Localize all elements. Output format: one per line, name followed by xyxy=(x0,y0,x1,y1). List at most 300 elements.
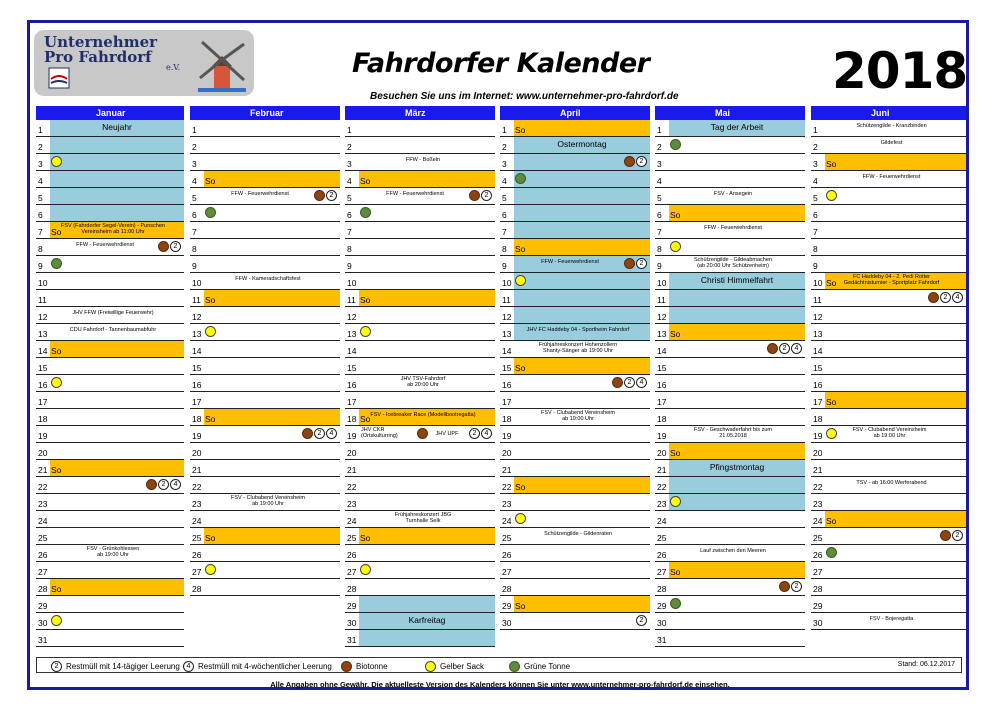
day-number: 19 xyxy=(347,431,357,441)
holiday-name: Karfreitag xyxy=(408,615,446,625)
biotonne-icon xyxy=(158,241,169,252)
day-number: 19 xyxy=(192,431,202,441)
waste-icons xyxy=(205,207,216,218)
legend-four xyxy=(183,661,332,672)
day-row xyxy=(345,443,495,460)
restmuell-14-icon: 2 xyxy=(791,581,802,592)
day-row xyxy=(811,375,966,392)
event-text: FC Haddeby 04 - 2. Pedi Rotter Gedächtnisturnier - Sportplatz Fahrdorf xyxy=(843,274,940,286)
day-number: 17 xyxy=(347,397,357,407)
restmuell-4w-icon: 4 xyxy=(636,377,647,388)
day-row xyxy=(500,477,650,494)
day-row xyxy=(190,562,340,579)
day-number: 12 xyxy=(502,312,512,322)
day-row xyxy=(345,205,495,222)
sunday-band xyxy=(204,290,340,306)
gelber-sack-icon xyxy=(360,326,371,337)
day-row xyxy=(811,307,966,324)
day-row xyxy=(36,290,184,307)
waste-icons xyxy=(515,173,526,184)
day-number: 14 xyxy=(502,346,512,356)
day-row xyxy=(190,579,340,596)
day-row xyxy=(655,562,805,579)
day-number: 10 xyxy=(657,278,667,288)
holiday-band xyxy=(514,290,650,306)
day-number: 4 xyxy=(38,176,43,186)
logo-line1: Unternehmer xyxy=(44,33,158,51)
day-row xyxy=(36,222,184,239)
month-name: Januar xyxy=(96,108,126,118)
sunday-band xyxy=(514,120,650,136)
day-row xyxy=(811,290,966,307)
day-row xyxy=(190,120,340,137)
day-row xyxy=(811,630,966,647)
day-row xyxy=(36,154,184,171)
day-row xyxy=(345,256,495,273)
subtitle: Besuchen Sie uns im Internet: www.unternehmer-pro-fahrdorf.de xyxy=(370,91,679,102)
biotonne-icon xyxy=(624,156,635,167)
sunday-band xyxy=(359,171,495,187)
day-row xyxy=(655,341,805,358)
waste-icons xyxy=(146,479,181,490)
day-row xyxy=(190,409,340,426)
day-number: 7 xyxy=(502,227,507,237)
day-row xyxy=(811,511,966,528)
sunday-label: So xyxy=(826,516,837,526)
day-number: 25 xyxy=(192,533,202,543)
day-row xyxy=(190,324,340,341)
day-number: 26 xyxy=(813,550,823,560)
gruene-tonne-icon xyxy=(51,258,62,269)
day-number: 27 xyxy=(502,567,512,577)
day-number: 6 xyxy=(813,210,818,220)
waste-icons xyxy=(670,496,681,507)
day-number: 11 xyxy=(38,295,47,305)
year: 2018 xyxy=(832,42,968,100)
day-number: 26 xyxy=(347,550,357,560)
sunday-label: So xyxy=(515,482,526,492)
biotonne-icon xyxy=(146,479,157,490)
event-text: FSV - Clubabend Vereinsheim ab 19:00 Uhr xyxy=(541,410,615,422)
month-header xyxy=(36,106,184,120)
day-row xyxy=(500,137,650,154)
sunday-label: So xyxy=(360,295,371,305)
sunday-band xyxy=(204,528,340,544)
restmuell-14-icon: 2 xyxy=(779,343,790,354)
day-row xyxy=(811,392,966,409)
day-number: 8 xyxy=(657,244,662,254)
waste-icons xyxy=(205,564,216,575)
gelber-sack-icon xyxy=(51,377,62,388)
day-row xyxy=(190,613,340,630)
day-number: 8 xyxy=(38,244,43,254)
holiday-band xyxy=(50,188,184,204)
day-number: 1 xyxy=(657,125,662,135)
day-number: 27 xyxy=(38,567,48,577)
day-number: 16 xyxy=(192,380,202,390)
day-row xyxy=(345,273,495,290)
day-number: 25 xyxy=(657,533,667,543)
sunday-band xyxy=(359,290,495,306)
day-row xyxy=(500,222,650,239)
day-number: 5 xyxy=(502,193,507,203)
event-text: Schützengilde - Gildeabmachen (ab 20:00 Uhr Schützenheim) xyxy=(694,257,772,269)
emblem-icon xyxy=(48,67,70,89)
day-number: 4 xyxy=(502,176,507,186)
gruene-tonne-icon xyxy=(509,661,520,672)
day-number: 11 xyxy=(192,295,201,305)
day-number: 13 xyxy=(657,329,667,339)
sunday-label: So xyxy=(360,533,371,543)
day-row xyxy=(190,426,340,443)
day-row xyxy=(500,341,650,358)
page-title: Fahrdorfer Kalender xyxy=(352,48,650,79)
day-number: 21 xyxy=(502,465,512,475)
sunday-label: So xyxy=(360,176,371,186)
event-text: JHV FC Haddeby 04 - Sportheim Fahrdorf xyxy=(526,327,630,333)
sunday-band xyxy=(669,562,805,578)
biotonne-icon xyxy=(928,292,939,303)
day-number: 27 xyxy=(347,567,357,577)
waste-icons xyxy=(515,275,526,286)
day-row xyxy=(500,171,650,188)
day-number: 27 xyxy=(192,567,202,577)
day-row xyxy=(36,494,184,511)
day-row xyxy=(500,511,650,528)
biotonne-icon xyxy=(341,661,352,672)
day-number: 28 xyxy=(657,584,667,594)
month-header xyxy=(500,106,650,120)
sunday-label: So xyxy=(205,533,216,543)
restmuell-4w-icon: 4 xyxy=(952,292,963,303)
day-number: 6 xyxy=(657,210,662,220)
restmuell-14-icon: 2 xyxy=(170,241,181,252)
waste-icons xyxy=(670,241,681,252)
month-name: März xyxy=(405,108,426,118)
event-text: FSV - Clubabend Vereinsheim ab 19:00 Uhr xyxy=(231,495,305,507)
waste-icons xyxy=(612,377,647,388)
day-number: 23 xyxy=(347,499,357,509)
day-number: 21 xyxy=(347,465,357,475)
gruene-tonne-icon xyxy=(826,547,837,558)
day-number: 8 xyxy=(813,244,818,254)
day-number: 22 xyxy=(657,482,667,492)
sunday-label: So xyxy=(670,329,681,339)
day-number: 6 xyxy=(38,210,43,220)
event-text: Gildefest xyxy=(880,140,903,146)
day-row xyxy=(500,239,650,256)
day-row xyxy=(345,596,495,613)
day-number: 21 xyxy=(38,465,48,475)
waste-icons xyxy=(515,513,526,524)
day-number: 18 xyxy=(192,414,202,424)
day-row xyxy=(811,579,966,596)
day-row xyxy=(500,426,650,443)
holiday-name: Tag der Arbeit xyxy=(710,122,764,132)
gelber-sack-icon xyxy=(826,428,837,439)
day-number: 1 xyxy=(502,125,507,135)
day-row xyxy=(811,120,966,137)
day-number: 17 xyxy=(192,397,202,407)
holiday-band xyxy=(514,307,650,323)
day-row xyxy=(36,545,184,562)
day-number: 28 xyxy=(502,584,512,594)
day-number: 6 xyxy=(347,210,352,220)
day-number: 7 xyxy=(657,227,662,237)
event-text: FSV - Grünkohlessen ab 19:00 Uhr xyxy=(86,546,140,558)
event-text: FFW - Boßeln xyxy=(405,157,441,163)
waste-icons xyxy=(636,615,647,626)
day-row xyxy=(190,596,340,613)
gelber-sack-icon xyxy=(51,156,62,167)
event-text: FFW - Feuerwehrdienst xyxy=(76,242,134,248)
day-number: 23 xyxy=(657,499,667,509)
day-row xyxy=(190,171,340,188)
day-row xyxy=(190,392,340,409)
day-row xyxy=(655,256,805,273)
day-row xyxy=(36,341,184,358)
day-number: 28 xyxy=(38,584,48,594)
restmuell-4w-icon: 4 xyxy=(481,428,492,439)
day-row xyxy=(345,154,495,171)
day-row xyxy=(345,222,495,239)
sunday-band xyxy=(359,528,495,544)
day-row xyxy=(345,307,495,324)
sunday-label: So xyxy=(360,414,371,424)
legend-yellow xyxy=(425,661,484,672)
day-number: 24 xyxy=(347,516,357,526)
sunday-label: So xyxy=(51,346,62,356)
month-column xyxy=(655,106,805,647)
day-number: 4 xyxy=(657,176,662,186)
gelber-sack-icon xyxy=(360,564,371,575)
day-row xyxy=(500,358,650,375)
day-number: 4 xyxy=(192,176,197,186)
event-text: FSV - Ansegein xyxy=(713,191,753,197)
day-row xyxy=(190,460,340,477)
day-number: 30 xyxy=(657,618,667,628)
day-row xyxy=(811,256,966,273)
restmuell-14-icon: 2 xyxy=(940,292,951,303)
day-number: 11 xyxy=(347,295,356,305)
sunday-label: So xyxy=(670,567,681,577)
event-text: TSV - ab 16:00 Werferabend xyxy=(856,480,927,486)
day-row xyxy=(500,613,650,630)
day-number: 17 xyxy=(813,397,823,407)
holiday-name: Christi Himmelfahrt xyxy=(700,275,774,285)
day-number: 13 xyxy=(192,329,202,339)
day-row xyxy=(345,137,495,154)
day-number: 14 xyxy=(38,346,48,356)
holiday-band xyxy=(50,137,184,153)
event-text: FFW - Feuerwehrdienst xyxy=(386,191,444,197)
day-number: 20 xyxy=(38,448,48,458)
day-number: 31 xyxy=(657,635,667,645)
day-number: 16 xyxy=(813,380,823,390)
event-text: Frühjahreskonzert JBG Turnhalle Selk xyxy=(394,512,452,524)
day-row xyxy=(190,137,340,154)
day-number: 10 xyxy=(502,278,512,288)
day-row xyxy=(811,358,966,375)
sunday-band xyxy=(825,511,966,527)
day-row xyxy=(655,324,805,341)
day-number: 16 xyxy=(657,380,667,390)
holiday-name: Ostermontag xyxy=(557,139,607,149)
day-row xyxy=(345,511,495,528)
sunday-label: So xyxy=(205,295,216,305)
event-text: JHV FFW (Freiwillige Feuerwehr) xyxy=(72,310,154,316)
holiday-band xyxy=(669,494,805,510)
day-row xyxy=(345,528,495,545)
day-number: 23 xyxy=(502,499,512,509)
day-number: 2 xyxy=(813,142,818,152)
day-row xyxy=(36,528,184,545)
legend-brown-label: Biotonne xyxy=(356,662,388,671)
biotonne-icon xyxy=(314,190,325,201)
day-number: 30 xyxy=(38,618,48,628)
event-text: JHV CKR (Ortskulturring) xyxy=(361,427,398,439)
day-row xyxy=(655,137,805,154)
day-row xyxy=(36,239,184,256)
day-number: 12 xyxy=(192,312,202,322)
gelber-sack-icon xyxy=(515,275,526,286)
day-row xyxy=(655,392,805,409)
day-number: 2 xyxy=(502,142,507,152)
day-number: 2 xyxy=(192,142,197,152)
sunday-band xyxy=(825,154,966,170)
day-row xyxy=(500,460,650,477)
day-row xyxy=(811,443,966,460)
biotonne-icon xyxy=(940,530,951,541)
holiday-band xyxy=(514,205,650,221)
day-row xyxy=(190,545,340,562)
day-row xyxy=(190,443,340,460)
day-row xyxy=(811,171,966,188)
day-number: 22 xyxy=(502,482,512,492)
waste-icons xyxy=(205,326,216,337)
day-row xyxy=(811,154,966,171)
day-number: 13 xyxy=(347,329,357,339)
month-header xyxy=(811,106,966,120)
holiday-band xyxy=(669,307,805,323)
restmuell-14-icon: 2 xyxy=(158,479,169,490)
restmuell-4w-icon: 4 xyxy=(183,661,194,672)
day-row xyxy=(655,358,805,375)
gruene-tonne-icon xyxy=(360,207,371,218)
day-row xyxy=(500,596,650,613)
day-row xyxy=(655,409,805,426)
day-number: 20 xyxy=(813,448,823,458)
day-row xyxy=(345,290,495,307)
event-text: FFW - Feuerwehrdienst xyxy=(704,225,762,231)
restmuell-4w-icon: 4 xyxy=(326,428,337,439)
holiday-band xyxy=(514,188,650,204)
gruene-tonne-icon xyxy=(205,207,216,218)
day-number: 5 xyxy=(38,193,43,203)
day-number: 1 xyxy=(192,125,197,135)
day-number: 25 xyxy=(813,533,823,543)
gelber-sack-icon xyxy=(205,564,216,575)
day-row xyxy=(345,324,495,341)
holiday-name: Neujahr xyxy=(102,122,132,132)
day-row xyxy=(655,239,805,256)
month-name: Februar xyxy=(250,108,284,118)
day-number: 9 xyxy=(38,261,43,271)
month-header xyxy=(655,106,805,120)
day-number: 24 xyxy=(192,516,202,526)
day-number: 26 xyxy=(502,550,512,560)
day-row xyxy=(655,222,805,239)
sunday-band xyxy=(825,392,966,408)
day-row xyxy=(811,137,966,154)
legend xyxy=(36,657,962,673)
day-row xyxy=(500,205,650,222)
day-number: 12 xyxy=(813,312,823,322)
biotonne-icon xyxy=(302,428,313,439)
day-number: 7 xyxy=(192,227,197,237)
day-number: 16 xyxy=(502,380,512,390)
biotonne-icon xyxy=(612,377,623,388)
restmuell-14-icon: 2 xyxy=(326,190,337,201)
day-row xyxy=(811,341,966,358)
day-row xyxy=(500,562,650,579)
day-row xyxy=(190,494,340,511)
month-header xyxy=(345,106,495,120)
day-row xyxy=(811,409,966,426)
gelber-sack-icon xyxy=(51,615,62,626)
waste-icons xyxy=(624,258,647,269)
day-row xyxy=(190,273,340,290)
day-row xyxy=(811,494,966,511)
sunday-label: So xyxy=(826,397,837,407)
gruene-tonne-icon xyxy=(670,139,681,150)
event-text: FSV - Clubabend Vereinsheim ab 19:00 Uhr xyxy=(852,427,927,439)
day-row xyxy=(655,120,805,137)
day-number: 29 xyxy=(347,601,357,611)
day-row xyxy=(811,460,966,477)
day-number: 13 xyxy=(502,329,512,339)
day-number: 12 xyxy=(38,312,48,322)
day-number: 5 xyxy=(192,193,197,203)
sunday-band xyxy=(669,205,805,221)
day-number: 9 xyxy=(192,261,197,271)
day-row xyxy=(36,375,184,392)
day-row xyxy=(345,375,495,392)
day-row xyxy=(811,222,966,239)
month-name: Juni xyxy=(871,108,890,118)
day-row xyxy=(811,273,966,290)
event-text: FSV - Icebreaker Race (Modellbootregatta) xyxy=(370,412,476,418)
day-number: 25 xyxy=(347,533,357,543)
day-number: 22 xyxy=(813,482,823,492)
day-number: 20 xyxy=(502,448,512,458)
event-text: FSV - Bojeregatta xyxy=(869,616,914,622)
biotonne-icon xyxy=(767,343,778,354)
day-row xyxy=(190,154,340,171)
day-row xyxy=(811,426,966,443)
day-number: 4 xyxy=(813,176,818,186)
day-row xyxy=(500,188,650,205)
day-row xyxy=(36,426,184,443)
day-number: 18 xyxy=(502,414,512,424)
day-number: 15 xyxy=(813,363,823,373)
day-row xyxy=(345,460,495,477)
day-number: 27 xyxy=(813,567,823,577)
day-number: 8 xyxy=(502,244,507,254)
event-text: FFW - Feuerwehrdienst xyxy=(541,259,599,265)
sunday-band xyxy=(204,409,340,425)
waste-icons xyxy=(624,156,647,167)
